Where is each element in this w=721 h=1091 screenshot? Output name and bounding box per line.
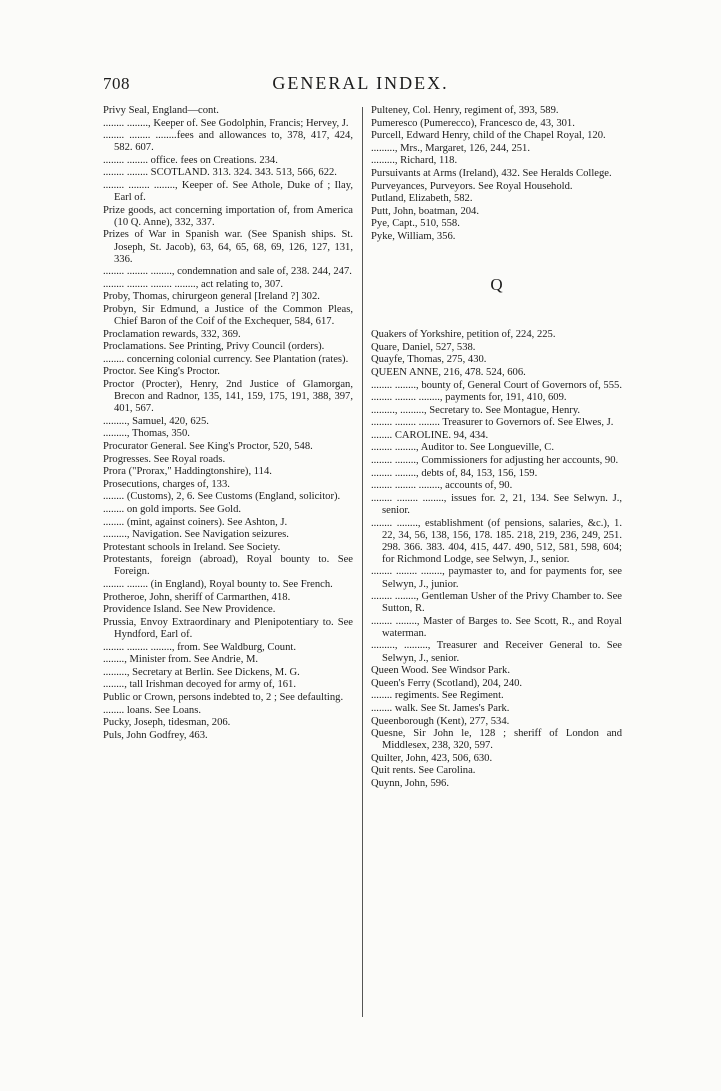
index-entry: Quynn, John, 596. — [371, 778, 449, 789]
index-entry: ........ ........, Gentleman Usher of the Privy Chamber to. See Sutton, R. — [371, 591, 622, 615]
index-group-p — [371, 105, 622, 243]
index-entry: Puls, John Godfrey, 463. — [103, 729, 208, 741]
index-entry: ........ (Customs), 2, 6. See Customs (England, solicitor). — [103, 491, 341, 503]
index-entry: Quilter, John, 423, 506, 630. — [371, 752, 493, 764]
index-entry: ........ ........, establishment (of pensions, salaries, &c.), 1. 22, 34, 56, 138, 156, 178. 185. 218, 219, 236, 249, 251. 298. 366. 383. 404, 415, 447. 490, 512, 581, 598, 604; for Richmond Lodge, see Selwyn, J., senior. — [371, 517, 622, 565]
index-entry: Prizes of War in Spanish war. (See Spanish ships. St. Joseph, St. Jacob), 63, 64, 65, 68, 69, 126, 127, 131, 336. — [103, 229, 353, 265]
page-number: 708 — [103, 74, 130, 93]
index-entry: ........ ........ ........ ........, act relating to, 307. — [103, 278, 284, 290]
index-entry: ........., Samuel, 420, 625. — [103, 415, 209, 427]
index-entry: ........., Navigation. See Navigation seizures. — [103, 529, 289, 541]
index-entry: Progresses. See Royal roads. — [103, 453, 226, 465]
index-entry: Privy Seal, England—cont. — [103, 105, 219, 116]
index-entry: Quayfe, Thomas, 275, 430. — [371, 354, 487, 366]
index-entry: Proby, Thomas, chirurgeon general [Ireland ?] 302. — [103, 291, 320, 303]
index-entry: Prora ("Prorax," Haddingtonshire), 114. — [103, 466, 272, 478]
index-entry: Quit rents. See Carolina. — [371, 765, 476, 777]
index-entry: ........ ........, Master of Barges to. See Scott, R., and Royal waterman. — [371, 615, 622, 639]
column-divider — [362, 107, 363, 1017]
index-entry: ........., Mrs., Margaret, 126, 244, 251. — [371, 142, 530, 154]
index-entry: Probyn, Sir Edmund, a Justice of the Common Pleas, Chief Baron of the Coif of the Exchequer, 584, 617. — [103, 304, 353, 328]
page-title: GENERAL INDEX. — [272, 73, 449, 93]
index-entry: ........ ........, Commissioners for adjusting her accounts, 90. — [371, 455, 619, 467]
index-entry: QUEEN ANNE, 216, 478. 524, 606. — [371, 366, 526, 378]
index-entry: ........ ........ office. fees on Creations. 234. — [103, 154, 278, 166]
index-entry: ........ loans. See Loans. — [103, 704, 201, 716]
index-entry: ........ walk. See St. James's Park. — [371, 702, 510, 714]
index-entry: Purveyances, Purveyors. See Royal Household. — [371, 180, 573, 192]
index-entry: Prussia, Envoy Extraordinary and Plenipotentiary to. See Hyndford, Earl of. — [103, 616, 353, 640]
index-entry: Prize goods, act concerning importation of, from America (10 Q. Anne), 332, 337. — [103, 204, 353, 228]
index-entry: ........ ........ ........, condemnation and sale of, 238. 244, 247. — [103, 266, 352, 278]
index-entry: Proclamations. See Printing, Privy Council (orders). — [103, 341, 325, 353]
index-entry: Pye, Capt., 510, 558. — [371, 218, 460, 230]
index-entry: ........ ........ (in England), Royal bounty to. See French. — [103, 579, 333, 591]
index-entry: Queenborough (Kent), 277, 534. — [371, 715, 510, 727]
index-entry: Quesne, Sir John le, 128 ; sheriff of London and Middlesex, 238, 320, 597. — [371, 728, 622, 752]
index-entry: Proctor (Procter), Henry, 2nd Justice of Glamorgan, Brecon and Radnor, 135, 141, 159, 175, 191, 388, 397, 401, 567. — [103, 379, 353, 415]
index-entry: ........ CAROLINE. 94, 434. — [371, 429, 489, 441]
index-entry: Putland, Elizabeth, 582. — [371, 193, 473, 205]
index-entry: Purcell, Edward Henry, child of the Chapel Royal, 120. — [371, 130, 606, 142]
index-entry: ........ ........ ........, payments for, 191, 410, 609. — [371, 392, 567, 404]
index-entry: Protestants, foreign (abroad), Royal bounty to. See Foreign. — [103, 554, 353, 578]
index-entry: ........, Minister from. See Andrie, M. — [103, 654, 259, 666]
index-entry: ........ concerning colonial currency. See Plantation (rates). — [103, 353, 349, 365]
index-entry: ........., Thomas, 350. — [103, 428, 190, 440]
index-entry: ........ ........ ........, accounts of, 90. — [371, 480, 513, 492]
index-entry: Quare, Daniel, 527, 538. — [371, 341, 476, 353]
index-entry: ........ ........, Auditor to. See Longueville, C. — [371, 442, 555, 454]
index-entry: Pursuivants at Arms (Ireland), 432. See Heralds College. — [371, 167, 612, 179]
index-entry: Queen's Ferry (Scotland), 204, 240. — [371, 677, 523, 689]
index-column-left — [103, 105, 353, 742]
index-entry: Putt, John, boatman, 204. — [371, 205, 479, 217]
index-entry: ........, tall Irishman decoyed for army of, 161. — [103, 679, 296, 691]
index-entry: Public or Crown, persons indebted to, 2 ; See defaulting. — [103, 691, 344, 703]
index-entry: ........ ........ ........, Keeper of. See Athole, Duke of ; Ilay, Earl of. — [103, 180, 353, 204]
section-letter: Q — [490, 275, 503, 295]
index-entry: ........ ........, bounty of, General Court of Governors of, 555. — [371, 379, 622, 391]
index-entry: Protheroe, John, sheriff of Carmarthen, 418. — [103, 591, 291, 603]
index-entry: Providence Island. See New Providence. — [103, 604, 276, 616]
index-entry: Pucky, Joseph, tidesman, 206. — [103, 717, 231, 729]
index-group-q — [371, 329, 622, 790]
index-entry: ........ on gold imports. See Gold. — [103, 504, 242, 515]
index-entry: ........ ........ ........, issues for. 2, 21, 134. See Selwyn. J., senior. — [371, 492, 622, 516]
index-entry: Proctor. See King's Proctor. — [103, 366, 220, 378]
index-entry: ........ ........ SCOTLAND. 313. 324. 343. 513, 566, 622. — [103, 167, 337, 179]
index-entry: Procurator General. See King's Proctor, 520, 548. — [103, 441, 313, 453]
index-entry: Pumeresco (Pumerecco), Francesco de, 43, 301. — [371, 117, 575, 129]
index-entry: ........ ........ ........fees and allowances to, 378, 417, 424, 582. 607. — [103, 130, 353, 154]
index-entry: ........ regiments. See Regiment. — [371, 690, 504, 702]
index-column-right — [371, 105, 622, 791]
index-entry: ........ ........ ........ Treasurer to Governors of. See Elwes, J. — [371, 417, 614, 429]
index-entry: Queen Wood. See Windsor Park. — [371, 665, 510, 677]
index-entry: ........., ........., Treasurer and Receiver General to. See Selwyn, J., senior. — [371, 640, 622, 664]
index-entry: ........ ........ ........, paymaster to, and for payments for, see Selwyn, J., junior. — [371, 566, 622, 590]
index-entry: ........., ........., Secretary to. See Montague, Henry. — [371, 404, 581, 416]
index-entry: ........ ........ ........, from. See Waldburg, Count. — [103, 641, 296, 653]
index-entry: ........., Richard, 118. — [371, 155, 458, 167]
index-entry: ........ (mint, against coiners). See Ashton, J. — [103, 516, 288, 528]
index-entry: Quakers of Yorkshire, petition of, 224, 225. — [371, 329, 556, 341]
index-entry: ........., Secretary at Berlin. See Dickens, M. G. — [103, 666, 300, 678]
index-entry: Protestant schools in Ireland. See Society. — [103, 541, 281, 553]
index-entry: ........ ........, Keeper of. See Godolphin, Francis; Hervey, J. — [103, 117, 349, 129]
index-entry: Proclamation rewards, 332, 369. — [103, 328, 241, 340]
index-entry: Prosecutions, charges of, 133. — [103, 478, 230, 490]
index-entry: ........ ........, debts of, 84, 153, 156, 159. — [371, 467, 538, 479]
index-entry: Pulteney, Col. Henry, regiment of, 393, 589. — [371, 105, 559, 116]
index-entry: Pyke, William, 356. — [371, 230, 456, 242]
